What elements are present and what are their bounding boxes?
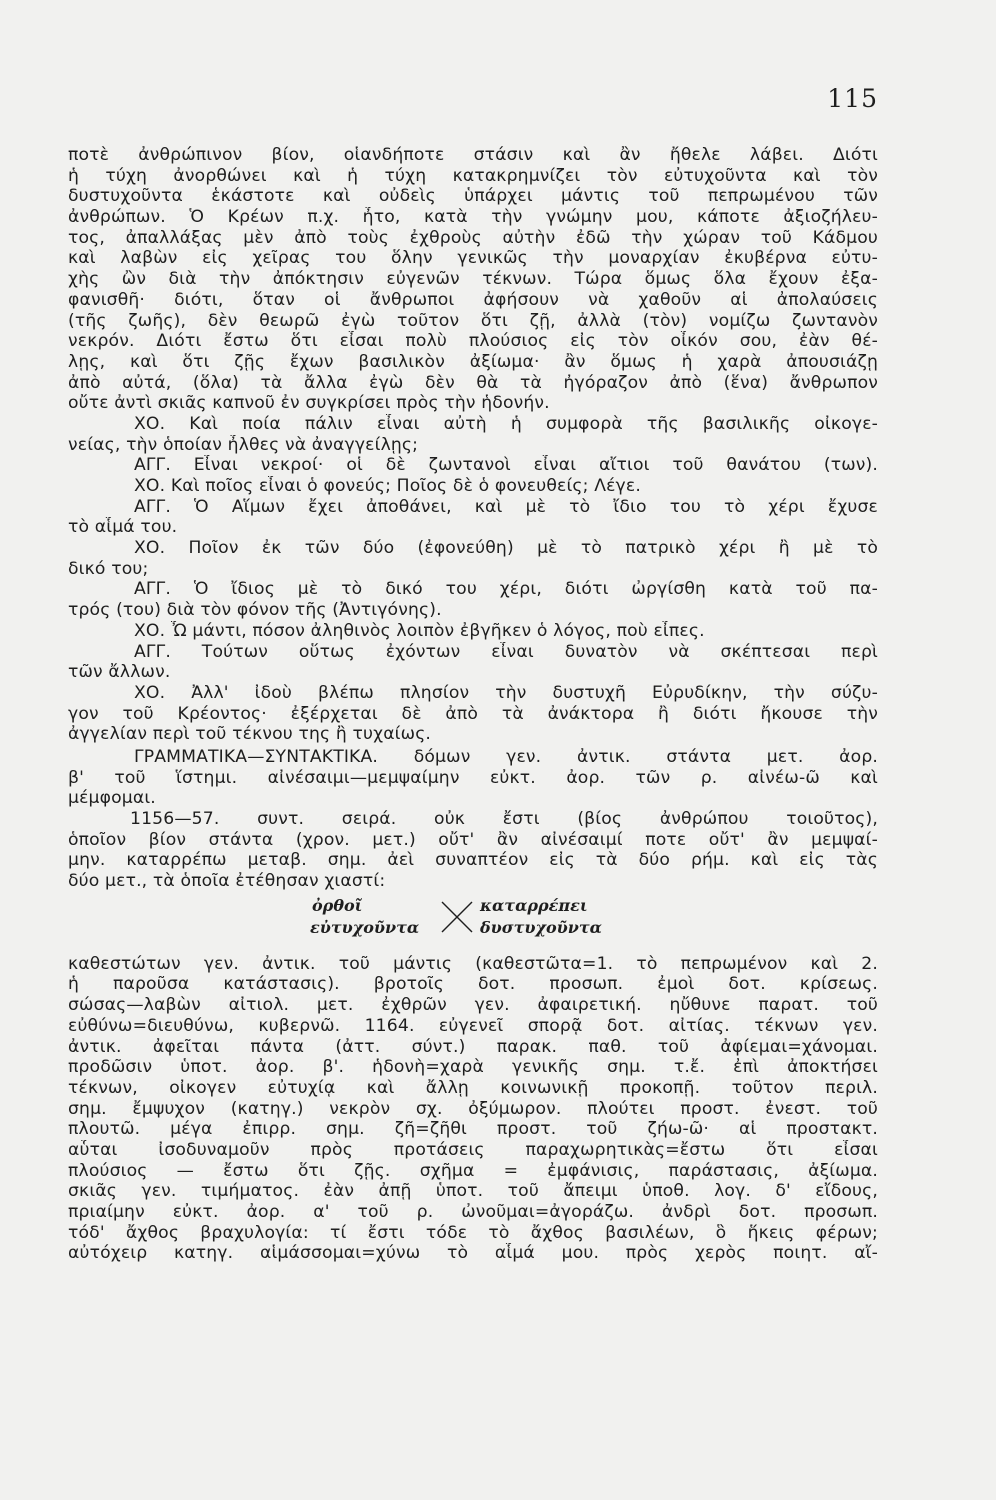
note-line: τέκνων, οἰκογεν εὐτυχίᾳ καὶ ἄλλῃ κοινωνικῇ προκοπῇ. τοῦτον περιλ. xyxy=(68,1077,878,1098)
note-line: ὁποῖον βίον στάντα (χρον. μετ.) οὔτ' ἂν αἰνέσαιμί ποτε οὔτ' ἂν μεμψαί- xyxy=(68,829,878,850)
dialogue-line: ΑΓΓ. Ὁ Αἵμων ἔχει ἀποθάνει, καὶ μὲ τὸ ἴδιο του τὸ χέρι ἔχυσε xyxy=(134,496,878,517)
dialogue-line: τῶν ἄλλων. xyxy=(68,662,171,683)
chiasm-word: δυστυχοῦντα xyxy=(480,917,602,937)
note-line: μην. καταρρέπω μεταβ. σημ. ἀεὶ συναπτέον εἰς τὰ δύο ρήμ. καὶ εἰς τὰς xyxy=(68,850,878,871)
dialogue-line: γον τοῦ Κρέοντος· ἐξέρχεται δὲ ἀπὸ τὰ ἀνάκτορα ἢ διότι ἤκουσε τὴν xyxy=(68,703,878,724)
dialogue-line: ΧΟ. Ποῖον ἐκ τῶν δύο (ἐφονεύθη) μὲ τὸ πατρικὸ χέρι ἢ μὲ τὸ xyxy=(134,538,878,559)
text-line: τος, ἀπαλλάξας μὲν ἀπὸ τοὺς ἐχθροὺς αὐτὴν ἐδῶ τὴν χώραν τοῦ Κάδμου xyxy=(68,227,878,248)
note-line: β' τοῦ ἵστημι. αἰνέσαιμι—μεμψαίμην εὐκτ. ἀορ. τῶν ρ. αἰνέω-ῶ καὶ xyxy=(68,767,878,788)
text-line: λῃς, καὶ ὅτι ζῇς ἔχων βασιλικὸν ἀξίωμα· ἂν ὅμως ἡ χαρὰ ἀπουσιάζῃ xyxy=(68,351,878,372)
dialogue-line: τρός (του) διὰ τὸν φόνον τῆς (Ἀντιγόνης). xyxy=(68,600,442,621)
text-line: οὔτε ἀντὶ σκιᾶς καπνοῦ ἐν συγκρίσει πρὸς τὴν ἡδονήν. xyxy=(68,393,550,414)
note-line: εὐθύνω=διευθύνω, κυβερνῶ. 1164. εὐγενεῖ σπορᾷ δοτ. αἰτίας. τέκνων γεν. xyxy=(68,1015,878,1036)
note-line: προδῶσιν ὑποτ. ἀορ. β'. ἡδονὴ=χαρὰ γενικῆς σημ. τ.ἔ. ἐπὶ ἀποκτήσει xyxy=(68,1057,878,1078)
text-line: δυστυχοῦντα ἑκάστοτε καὶ οὐδεὶς ὑπάρχει μάντις τοῦ πεπρωμένου τῶν xyxy=(68,186,878,207)
note-line: καθεστώτων γεν. ἀντικ. τοῦ μάντις (καθεστῶτα=1. τὸ πεπρωμένον καὶ 2. xyxy=(68,953,878,974)
note-line: δύο μετ., τὰ ὁποῖα ἐτέθησαν χιαστί: xyxy=(68,871,386,892)
note-line: τόδ' ἄχθος βραχυλογία: τί ἔστι τόδε τὸ ἄχθος βασιλέων, ὃ ἥκεις φέρων; xyxy=(68,1222,878,1243)
chiasm-diagram xyxy=(68,896,878,940)
chiasm-word: ὀρθοῖ xyxy=(312,895,363,915)
text-line: φανισθῆ· διότι, ὅταν οἱ ἄνθρωποι ἀφήσουν νὰ χαθοῦν αἱ ἀπολαύσεις xyxy=(68,289,878,310)
dialogue-line: ΑΓΓ. Τούτων οὕτως ἐχόντων εἶναι δυνατὸν νὰ σκέπτεσαι περὶ xyxy=(134,641,878,662)
dialogue-line: τὸ αἷμά του. xyxy=(68,517,178,538)
text-line: ἀνθρώπων. Ὁ Κρέων π.χ. ἦτο, κατὰ τὴν γνώμην μου, κάποτε ἀξιοζήλευ- xyxy=(68,207,878,228)
note-line: ἡ παροῦσα κατάστασις). βροτοῖς δοτ. προσωπ. ἐμοὶ δοτ. κρίσεως. xyxy=(68,974,878,995)
note-line: μέμφομαι. xyxy=(68,788,156,809)
note-line: σημ. ἔμψυχον (κατηγ.) νεκρὸν σχ. ὀξύμωρον. πλούτει προστ. ἐνεστ. τοῦ xyxy=(68,1098,878,1119)
page-text xyxy=(68,145,878,1264)
note-line: αὐτόχειρ κατηγ. αἱμάσσομαι=χύνω τὸ αἷμά μου. πρὸς χερὸς ποιητ. αἴ- xyxy=(68,1243,878,1264)
note-line: αὗται ἰσοδυναμοῦν πρὸς προτάσεις παραχωρητικὰς=ἔστω ὅτι εἶσαι xyxy=(68,1139,878,1160)
text-line: χὴς ὢν διὰ τὴν ἀπόκτησιν εὐγενῶν τέκνων. Τώρα ὅμως ὅλα ἔχουν ἐξα- xyxy=(68,269,878,290)
note-line: 1156—57. συντ. σειρά. οὐκ ἔστι (βίος ἀνθρώπου τοιοῦτος), xyxy=(130,809,878,829)
note-line: ἀντικ. ἀφεῖται πάντα (ἀττ. σύντ.) παρακ. παθ. τοῦ ἀφίεμαι=χάνομαι. xyxy=(68,1036,878,1057)
dialogue-line: ΧΟ. Καὶ ποία πάλιν εἶναι αὐτὴ ἡ συμφορὰ τῆς βασιλικῆς οἰκογε- xyxy=(134,413,878,434)
dialogue-line: ἀγγελίαν περὶ τοῦ τέκνου της ἢ τυχαίως. xyxy=(68,724,432,745)
note-line: πλουτῶ. μέγα ἐπιρρ. σημ. ζῆ=ζῆθι προστ. τοῦ ζήω-ῶ· αἱ προστακτ. xyxy=(68,1119,878,1140)
chiasm-word: καταρρέπει xyxy=(480,895,588,915)
note-line: ΓΡΑΜΜΑΤΙΚΑ—ΣΥΝΤΑΚΤΙΚΑ. δόμων γεν. ἀντικ. στάντα μετ. ἀορ. xyxy=(134,746,878,767)
dialogue-line: νείας, τὴν ὁποίαν ἦλθες νὰ ἀναγγείλῃς; xyxy=(68,434,419,455)
note-line: σώσας—λαβὼν αἰτιολ. μετ. ἐχθρῶν γεν. ἀφαιρετική. ηὔθυνε παρατ. τοῦ xyxy=(68,995,878,1016)
page-number: 115 xyxy=(827,84,878,113)
note-line: πλούσιος — ἔστω ὅτι ζῇς. σχῆμα = ἐμφάνισις, παράστασις, ἀξίωμα. xyxy=(68,1160,878,1181)
text-line: ποτὲ ἀνθρώπινον βίον, οἱανδήποτε στάσιν καὶ ἂν ἤθελε λάβει. Διότι xyxy=(68,145,878,165)
text-line: νεκρόν. Διότι ἔστω ὅτι εἶσαι πολὺ πλούσιος εἰς τὸν οἶκόν σου, ἐὰν θέ- xyxy=(68,331,878,352)
note-line: πριαίμην εὐκτ. ἀορ. α' τοῦ ρ. ὠνοῦμαι=ἀγοράζω. ἀνδρὶ δοτ. προσωπ. xyxy=(68,1202,878,1222)
dialogue-line: δικό του; xyxy=(68,558,149,579)
text-line: (τῆς ζωῆς), δὲν θεωρῶ ἐγὼ τοῦτον ὅτι ζῇ, ἀλλὰ (τὸν) νομίζω ζωντανὸν xyxy=(68,310,878,331)
chiasm-cross-icon xyxy=(440,898,474,936)
dialogue-line: ΑΓΓ. Εἶναι νεκροί· οἱ δὲ ζωντανοὶ εἶναι αἴτιοι τοῦ θανάτου (των). xyxy=(134,455,878,476)
note-line: σκιᾶς γεν. τιμήματος. ἐὰν ἀπῇ ὑποτ. τοῦ ἄπειμι ὑποθ. λογ. δ' εἴδους, xyxy=(68,1181,878,1202)
text-line: ἀπὸ αὐτά, (ὅλα) τὰ ἄλλα ἐγὼ δὲν θὰ τὰ ἠγόραζον ἀπὸ (ἕνα) ἄνθρωπον xyxy=(68,372,878,393)
text-line: καὶ λαβὼν εἰς χεῖρας του ὅλην γενικῶς τὴν μοναρχίαν ἐκυβέρνα εὐτυ- xyxy=(68,248,878,269)
chiasm-word: εὐτυχοῦντα xyxy=(310,917,420,937)
dialogue-line: ΧΟ. Καὶ ποῖος εἶναι ὁ φονεύς; Ποῖος δὲ ὁ φονευθείς; Λέγε. xyxy=(134,476,641,496)
dialogue-line: ΑΓΓ. Ὁ ἴδιος μὲ τὸ δικό του χέρι, διότι ὠργίσθη κατὰ τοῦ πα- xyxy=(134,579,878,600)
dialogue-line: ΧΟ. Ἀλλ' ἰδοὺ βλέπω πλησίον τὴν δυστυχῆ Εὐρυδίκην, τὴν σύζυ- xyxy=(134,682,878,703)
text-line: ἡ τύχη ἀνορθώνει καὶ ἡ τύχη κατακρημνίζει τὸν εὐτυχοῦντα καὶ τὸν xyxy=(68,165,878,186)
dialogue-line: ΧΟ. Ὦ μάντι, πόσον ἀληθινὸς λοιπὸν ἐβγῆκεν ὁ λόγος, ποὺ εἶπες. xyxy=(134,620,705,641)
